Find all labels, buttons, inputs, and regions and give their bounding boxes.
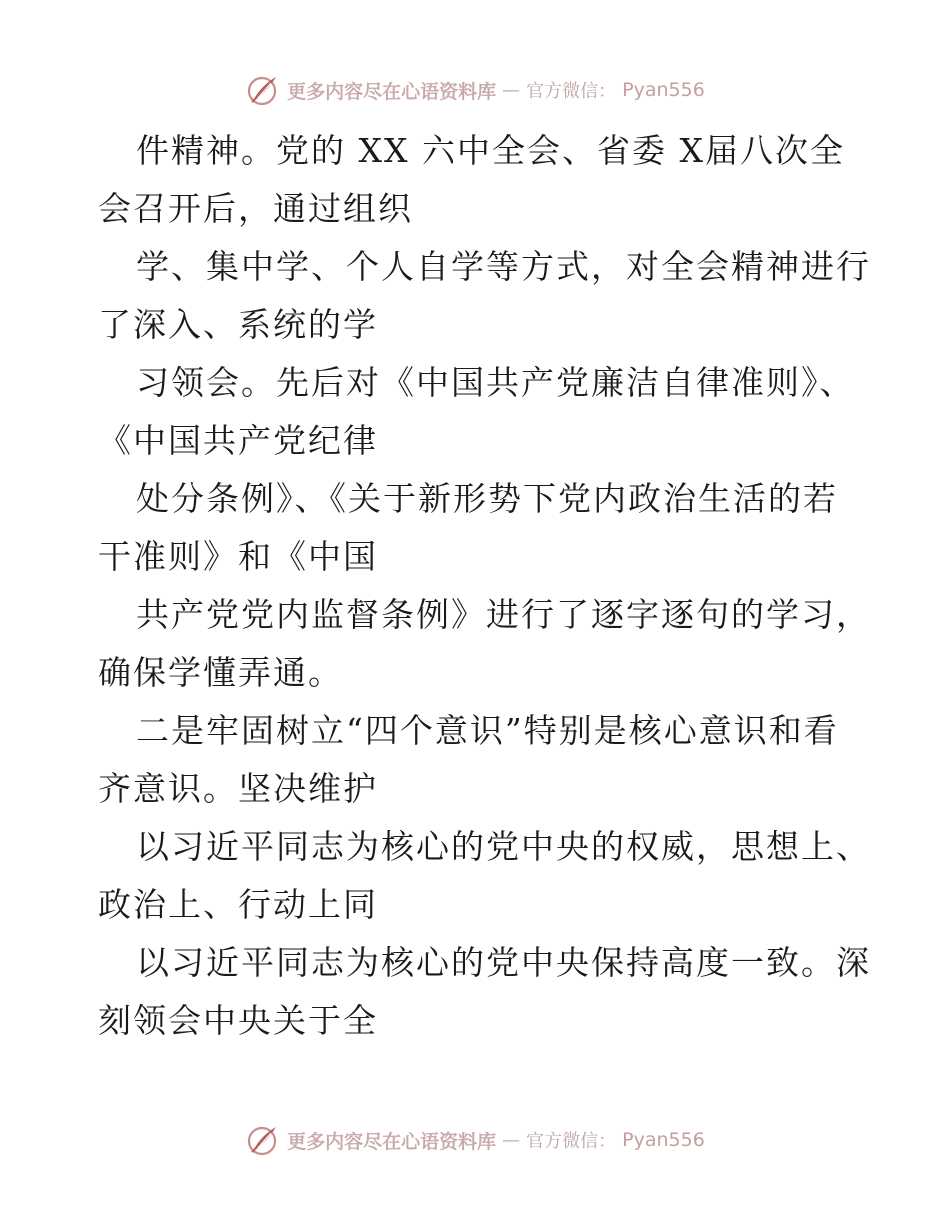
header-wechat-label: 官方微信： xyxy=(526,81,617,102)
feather-pen-logo-icon xyxy=(245,1122,281,1158)
body-line: 《中国共产党纪律 xyxy=(98,421,378,460)
body-line: 二是牢固树立“四个意识”特别是核心意识和看 xyxy=(136,711,839,750)
feather-pen-logo-icon xyxy=(245,72,281,108)
footer-wechat-handle: Pyan556 xyxy=(622,1129,705,1151)
header-banner xyxy=(0,70,950,110)
footer-separator: — xyxy=(502,1129,521,1151)
document-body xyxy=(98,122,871,1050)
body-line: 确保学懂弄通。 xyxy=(98,653,343,692)
body-line: 齐意识。坚决维护 xyxy=(98,769,378,808)
body-line: 以习近平同志为核心的党中央的权威，思想上、 xyxy=(136,827,871,866)
body-line: 了深入、系统的学 xyxy=(98,305,378,344)
body-line: 会召开后，通过组织 xyxy=(98,189,413,228)
header-wechat-handle: Pyan556 xyxy=(622,79,705,101)
body-line: 政治上、行动上同 xyxy=(98,885,378,924)
body-line: 学、集中学、个人自学等方式，对全会精神进行 xyxy=(136,247,871,286)
header-brand-text: 更多内容尽在心语资料库 xyxy=(287,80,497,103)
body-line: 习领会。先后对《中国共产党廉洁自律准则》、 xyxy=(136,363,855,402)
body-line: 刻领会中央关于全 xyxy=(98,1001,378,1040)
body-line: 干准则》和《中国 xyxy=(98,537,378,576)
footer-wechat-label: 官方微信： xyxy=(526,1131,617,1152)
footer-brand-text: 更多内容尽在心语资料库 xyxy=(287,1130,497,1153)
footer-banner xyxy=(0,1120,950,1160)
body-line: 以习近平同志为核心的党中央保持高度一致。深 xyxy=(136,943,871,982)
body-line: 处分条例》、《关于新形势下党内政治生活的若 xyxy=(136,479,838,518)
body-line: 共产党党内监督条例》进行了逐字逐句的学习， xyxy=(136,595,871,634)
header-separator: — xyxy=(502,79,521,101)
body-line: 件精神。党的 XX 六中全会、省委 X届八次全 xyxy=(136,131,845,170)
